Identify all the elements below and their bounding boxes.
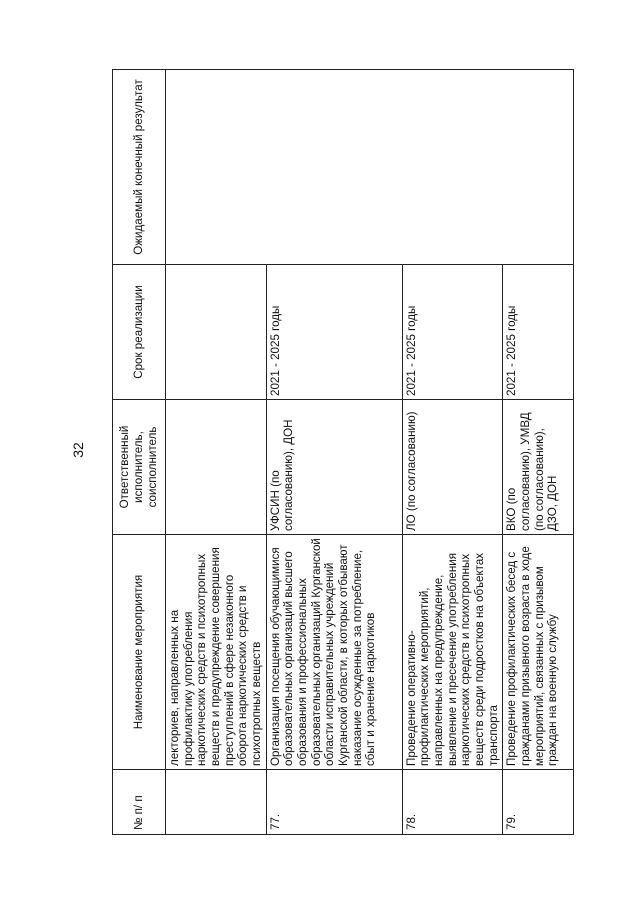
table-row	[166, 70, 267, 835]
header-measure: Наименование мероприятия	[113, 535, 166, 770]
row-num: 77.	[266, 770, 402, 835]
measures-table	[112, 69, 574, 835]
row-measure: лекториев, направленных на профилактику употребления наркотических средств и психотропных веществ и предупреждение совершения преступлений в сфере незаконного оборота наркотических средств и психотропных веществ	[166, 535, 267, 770]
row-term: 2021 - 2025 годы	[402, 265, 503, 400]
row-num: 79.	[503, 770, 574, 835]
header-term: Срок реализации	[113, 265, 166, 400]
header-result: Ожидаемый конечный результат	[113, 70, 166, 265]
row-num	[166, 770, 267, 835]
row-measure: Проведение профилактических бесед с гражданами призывного возраста в ходе мероприятий, связанных с призывом граждан на военную службу	[503, 535, 574, 770]
row-num: 78.	[402, 770, 503, 835]
header-num: № п/ п	[113, 770, 166, 835]
row-term	[166, 265, 267, 400]
header-executor: Ответственный исполнитель, соисполнитель	[113, 400, 166, 535]
header-row	[113, 70, 166, 835]
row-executor: ЛО (по согласованию)	[402, 400, 503, 535]
row-executor: УФСИН (по согласованию), ДОН	[266, 400, 402, 535]
row-executor: ВКО (по согласованию), УМВД (по согласованию), ДЗО, ДОН	[503, 400, 574, 535]
row-executor	[166, 400, 267, 535]
row-term: 2021 - 2025 годы	[266, 265, 402, 400]
result-cell	[166, 70, 574, 265]
row-measure: Проведение оперативно-профилактических мероприятий, направленных на предупреждение, выявление и пресечение употребления наркотических средств и психотропных веществ среди подростков на объектах транспорта	[402, 535, 503, 770]
rotated-table-container	[112, 70, 568, 835]
page-number: 32	[69, 442, 86, 458]
row-term: 2021 - 2025 годы	[503, 265, 574, 400]
row-measure: Организация посещения обучающимися образовательных организаций высшего образования и профессиональных образовательных организаций Курганской области исправительных учреждений Курганской области, в которых отбывают наказание осужденные за потребление, сбыт и хранение наркотиков	[266, 535, 402, 770]
